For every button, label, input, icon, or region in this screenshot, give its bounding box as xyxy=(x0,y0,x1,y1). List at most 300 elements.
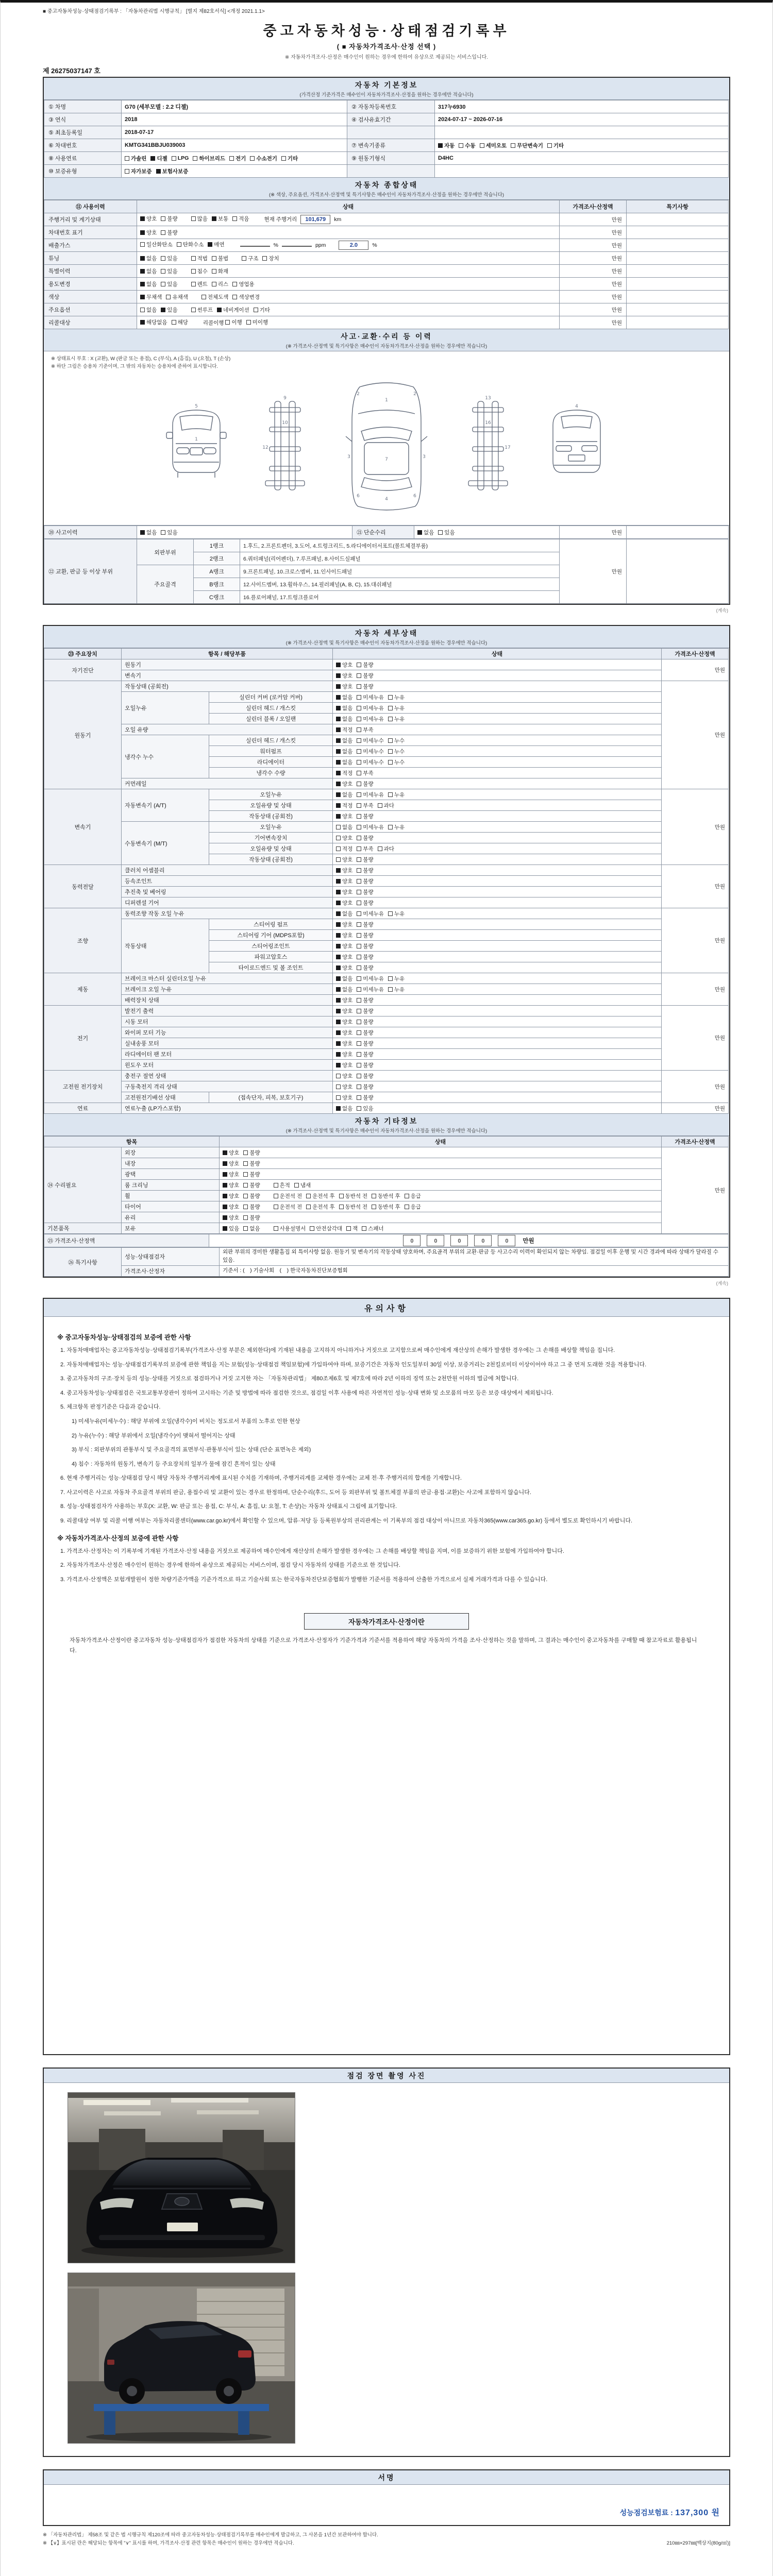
checkbox-icon xyxy=(357,933,361,938)
remark-cell xyxy=(627,526,729,539)
document-title: 중고자동차성능·상태점검기록부 xyxy=(263,23,510,39)
checkbox-option xyxy=(388,715,405,723)
state-cell xyxy=(137,526,352,539)
form-reference: ■ 중고자동차성능·상태점검기록부 : 「자동차관리법 시행규칙」 [별지 제82호서식] <개정 2021.1.1> xyxy=(43,9,265,14)
remark-cell xyxy=(627,239,729,252)
checkbox-label: 보험사보증 xyxy=(162,168,189,175)
checkbox-option xyxy=(161,215,177,223)
checkbox-icon xyxy=(161,216,165,221)
car-diagram-front xyxy=(165,394,227,497)
checkbox-option xyxy=(243,1149,260,1157)
state-cell xyxy=(333,1103,662,1114)
etc-item-label: 타이어 xyxy=(122,1201,220,1212)
field-value: D4HC xyxy=(435,152,729,165)
checkbox-label: 유채색 xyxy=(172,294,188,300)
usage-history-label: 색상 xyxy=(44,291,137,303)
field-value: G70 (세부모델 : 2.2 디젤) xyxy=(122,100,347,113)
table-row xyxy=(44,1180,729,1191)
price-cell: 만원 xyxy=(662,973,729,1006)
checkbox-label: 양호 xyxy=(342,1008,353,1014)
checkbox-icon xyxy=(156,169,161,174)
checkbox-option xyxy=(346,1225,358,1232)
checkbox-option xyxy=(357,715,384,723)
notice-item: 2. 자동차매매업자는 성능·상태점검기록부의 보증에 관한 책임을 지는 보험(성능·상태점검 책임보험)에 가입하여야 하며, 보증기간은 자동차 인도일부터 30일 이상, 보증거리는 2천킬로미터 이상이어야 하고 그 중 먼저 도래한 것을 적용합니다. xyxy=(60,1361,647,1368)
checkbox-icon xyxy=(357,760,361,765)
table-row xyxy=(44,1071,729,1081)
price-cell: 만원 xyxy=(560,252,627,265)
checkbox-icon xyxy=(388,738,393,743)
notice-item: 2. 자동차가격조사·산정은 매수인이 원하는 경우에 한하여 유상으로 제공되는 서비스이며, 점검 당시 자동차의 상태를 기준으로 한 것입니다. xyxy=(60,1562,400,1569)
panel-items: 12.사이드멤버, 13.휠하우스, 14.필러패널(A, B, C), 15.대쉬패널 xyxy=(240,578,560,591)
checkbox-icon xyxy=(336,879,341,884)
checkbox-label: 전기 xyxy=(236,155,246,162)
checkbox-label: 미세누유 xyxy=(363,824,384,831)
checkbox-option xyxy=(161,267,177,275)
checkbox-label: 불량 xyxy=(363,1083,374,1090)
notice-item: 4. 중고자동차성능·상태점검은 국토교통부장관이 정하여 고시하는 기준 및 방법에 따라 점검한 것으로, 점검일 이후 사용에 따른 자연적인 성능·상태 변화 및 소모품의 마모 등은 보증 대상에서 제외됩니다. xyxy=(60,1389,553,1396)
table-row xyxy=(44,897,729,908)
checkbox-label: 없음 xyxy=(424,529,434,536)
checkbox-label: 양호 xyxy=(342,900,353,906)
field-label: ⑧ 사용연료 xyxy=(44,152,122,165)
checkbox-icon xyxy=(336,825,341,829)
item-label: 동력조향 작동 오일 누유 xyxy=(122,908,333,919)
field-value-box: 2.0 xyxy=(339,241,368,250)
state-cell xyxy=(137,213,560,226)
checkbox-option xyxy=(172,155,189,161)
checkbox-label: 화재 xyxy=(217,268,229,275)
checkbox-label: 불량 xyxy=(363,997,374,1004)
checkbox-option xyxy=(212,280,228,288)
checkbox-icon xyxy=(212,282,216,286)
checkbox-icon xyxy=(336,1074,341,1078)
checkbox-icon xyxy=(246,320,251,325)
checkbox-option xyxy=(357,769,373,777)
subitem-label: 오일유량 및 상태 xyxy=(209,843,333,854)
column-header: 상태 xyxy=(137,200,560,213)
checkbox-icon xyxy=(388,987,393,992)
state-cell xyxy=(137,265,560,278)
checkbox-icon xyxy=(336,706,341,710)
checkbox-icon xyxy=(281,156,286,161)
checkbox-label: 불량 xyxy=(363,1051,374,1058)
checkbox-icon xyxy=(229,156,234,161)
checkbox-label: 해당없음 xyxy=(146,319,167,326)
checkbox-icon xyxy=(140,230,145,235)
checkbox-label: 장치 xyxy=(268,255,279,262)
overall-state-section-note: (※ 색상, 주요옵션, 가격조사·산정액 및 특기사항은 매수인이 자동차가격조사·산정을 원하는 경우에만 적습니다) xyxy=(268,192,505,198)
table-row xyxy=(44,724,729,735)
item-label: 실내송풍 모터 xyxy=(122,1038,333,1049)
checkbox-label: 많음 xyxy=(197,216,208,222)
table-row xyxy=(44,1147,729,1158)
signature-area xyxy=(44,2485,729,2525)
checkbox-icon xyxy=(140,282,145,286)
checkbox-option xyxy=(274,1192,303,1200)
table-row xyxy=(44,670,729,681)
checkbox-icon xyxy=(125,169,129,174)
table-row xyxy=(44,865,729,876)
checkbox-option xyxy=(262,255,279,262)
checkbox-option xyxy=(362,1225,383,1232)
checkbox-option xyxy=(172,318,188,326)
document-header xyxy=(43,20,730,60)
checkbox-label: 동반석 후 xyxy=(378,1204,400,1210)
checkbox-option xyxy=(125,167,152,175)
state-cell xyxy=(137,252,560,265)
checkbox-option xyxy=(357,1083,373,1091)
field-label xyxy=(347,165,435,178)
checkbox-option xyxy=(229,155,246,162)
device-group-label: 고전원 전기장치 xyxy=(44,1071,122,1103)
etc-item-label: 유리 xyxy=(122,1212,220,1223)
state-cell xyxy=(333,659,662,670)
checkbox-label: 있음 xyxy=(167,255,178,262)
item-label: 수동변속기 (M/T) xyxy=(122,822,209,865)
checkbox-label: 양호 xyxy=(342,878,353,885)
field-label: ③ 연식 xyxy=(44,113,122,126)
inline-text: % xyxy=(273,242,278,248)
checkbox-icon xyxy=(336,749,341,754)
checkbox-option xyxy=(357,856,373,863)
table-row xyxy=(44,200,729,213)
basic-info-section-note: (가격산정 기준가격은 매수인이 자동차가격조사·산정을 원하는 경우에만 적습니다) xyxy=(299,92,474,98)
device-group-label: 전기 xyxy=(44,1006,122,1071)
checkbox-label: 불량 xyxy=(167,229,178,236)
checkbox-option xyxy=(336,867,352,874)
checkbox-option xyxy=(378,802,394,809)
usage-history-label: 특별이력 xyxy=(44,265,137,278)
checkbox-icon xyxy=(243,1205,248,1209)
checkbox-label: 동반석 후 xyxy=(378,1193,400,1199)
notice-item: 3) 부식 : 외판부위의 관통부식 및 주요골격의 표면부식·관통부식이 있는 상태 (단순 표면녹은 제외) xyxy=(72,1447,311,1453)
table-row xyxy=(44,1081,729,1092)
checkbox-icon xyxy=(378,803,382,808)
accident-history-section-title: 사고·교환·수리 등 이력 xyxy=(341,332,432,341)
checkbox-option xyxy=(166,293,188,301)
state-cell xyxy=(220,1201,662,1212)
inline-text: 리콜이행 xyxy=(203,320,224,326)
remark-cell xyxy=(627,265,729,278)
table-row xyxy=(44,1027,729,1038)
document-number: 제 26275037147 호 xyxy=(43,67,100,75)
checkbox-label: 불량 xyxy=(363,813,374,820)
checkbox-option xyxy=(161,306,177,314)
subitem-label: 기어변속장치 xyxy=(209,833,333,843)
checkbox-label: 양호 xyxy=(342,683,353,690)
table-row xyxy=(44,291,729,303)
checkbox-label: 없음 xyxy=(342,716,353,722)
state-cell xyxy=(333,1060,662,1071)
checkbox-icon xyxy=(336,868,341,873)
photos-section-title: 점검 장면 촬영 사진 xyxy=(347,2071,426,2080)
checkbox-icon xyxy=(357,987,361,992)
table-row xyxy=(44,1060,729,1071)
checkbox-icon xyxy=(208,242,212,247)
checkbox-label: 불량 xyxy=(249,1214,260,1221)
checkbox-option xyxy=(357,693,384,701)
checkbox-label: 양호 xyxy=(342,964,353,971)
field-value-box xyxy=(282,246,312,247)
checkbox-option xyxy=(140,267,157,275)
etc-item-label: 휠 xyxy=(122,1191,220,1201)
checkbox-option xyxy=(357,942,373,950)
checkbox-icon xyxy=(357,911,361,916)
checkbox-icon xyxy=(357,1052,361,1057)
checkbox-icon xyxy=(306,1205,311,1209)
photos-section-bar xyxy=(44,2069,729,2083)
checkbox-option xyxy=(243,1181,260,1189)
checkbox-label: 양호 xyxy=(342,672,353,679)
item-label: 원동기 xyxy=(122,659,333,670)
checkbox-option xyxy=(336,812,352,820)
checkbox-option xyxy=(243,1203,260,1211)
checkbox-option xyxy=(388,823,405,831)
svg-text:2: 2 xyxy=(413,392,416,397)
checkbox-option xyxy=(357,1029,373,1037)
checkbox-label: 적법 xyxy=(197,255,208,262)
subitem-label: 타이로드엔드 및 볼 조인트 xyxy=(209,962,333,973)
checkbox-option xyxy=(357,986,384,993)
state-cell xyxy=(333,800,662,811)
checkbox-option xyxy=(339,1203,368,1211)
checkbox-icon xyxy=(378,846,382,851)
checkbox-option xyxy=(357,1105,373,1112)
inline-text: ppm xyxy=(315,242,326,248)
checkbox-label: LPG xyxy=(177,155,189,161)
checkbox-icon xyxy=(547,143,552,148)
checkbox-option xyxy=(223,1203,239,1211)
checkbox-label: 미세누수 xyxy=(363,737,384,744)
subitem-label: 스티어링 펌프 xyxy=(209,919,333,930)
checkbox-label: 기타 xyxy=(553,142,564,149)
section-notice xyxy=(43,1298,730,2055)
svg-text:4: 4 xyxy=(575,404,578,410)
checkbox-icon xyxy=(232,282,237,286)
svg-text:13: 13 xyxy=(485,396,491,401)
subitem-label: (접속단자, 피복, 보호기구) xyxy=(209,1092,333,1103)
checkbox-icon xyxy=(250,156,255,161)
subitem-label: 워터펌프 xyxy=(209,746,333,757)
checkbox-icon xyxy=(357,1074,361,1078)
checkbox-label: 누유 xyxy=(394,705,405,711)
checkbox-option xyxy=(336,802,352,809)
checkbox-icon xyxy=(357,825,361,829)
checkbox-label: 양호 xyxy=(146,229,157,236)
panel-items: 16.플로어패널, 17.트렁크플로어 xyxy=(240,591,560,604)
field-value xyxy=(435,126,729,139)
checkbox-label: 응급 xyxy=(410,1204,421,1210)
checkbox-icon xyxy=(357,1084,361,1089)
checkbox-icon xyxy=(336,911,341,916)
checkbox-option xyxy=(140,318,167,326)
checkbox-label: 없음 xyxy=(342,975,353,982)
table-row xyxy=(44,303,729,316)
price-cell: 만원 xyxy=(662,908,729,973)
price-survey-info-text: 자동차가격조사·산정이란 중고자동차 성능·상태점검자가 점검한 자동차의 상태를 기준으로 가격조사·산정자가 기준가격과 기준서를 적용하여 해당 자동차의 가격을 조사·산정하는 것을 말하며, 그 결과는 매수인이 중고자동차를 구매할 때 참고자료로 활용됩니다. xyxy=(70,1637,697,1654)
checkbox-icon xyxy=(336,890,341,894)
state-cell xyxy=(220,1191,662,1201)
table-row xyxy=(44,316,729,329)
checkbox-label: 침수 xyxy=(197,268,208,275)
section-overall-state xyxy=(44,178,729,329)
field-value: 317누6930 xyxy=(435,100,729,113)
checkbox-icon xyxy=(336,1009,341,1013)
table-row xyxy=(44,659,729,670)
checkbox-label: 없음 xyxy=(342,759,353,766)
checkbox-option xyxy=(336,758,352,766)
checkbox-icon xyxy=(243,1172,248,1177)
checkbox-icon xyxy=(191,282,196,286)
state-cell xyxy=(333,962,662,973)
checkbox-option xyxy=(336,748,352,755)
state-cell xyxy=(333,1081,662,1092)
detail-state-section-title: 자동차 세부상태 xyxy=(355,629,418,638)
svg-text:12: 12 xyxy=(262,445,268,451)
checkbox-option xyxy=(140,215,157,223)
checkbox-label: 기타 xyxy=(287,155,298,162)
subitem-label: 스티어링 기어 (MDPS포함) xyxy=(209,930,333,941)
checkbox-label: 양호 xyxy=(342,781,353,787)
table-row xyxy=(44,822,729,833)
checkbox-icon xyxy=(336,987,341,992)
checkbox-option xyxy=(336,823,352,831)
checkbox-option xyxy=(243,1192,260,1200)
device-group-label: 연료 xyxy=(44,1103,122,1114)
checkbox-option xyxy=(191,280,208,288)
svg-text:7: 7 xyxy=(385,457,388,463)
svg-text:5: 5 xyxy=(195,404,198,410)
item-label: 작동상태 (공회전) xyxy=(122,681,333,692)
checkbox-icon xyxy=(243,1150,248,1155)
checkbox-label: 없음 xyxy=(342,910,353,917)
diagram-legend-basis: ※ 하단 그림은 승용차 기준이며, 그 밖의 자동차는 승용차에 준하여 표시합니다. xyxy=(51,363,219,369)
checkbox-option xyxy=(336,899,352,907)
checkbox-option xyxy=(336,996,352,1004)
checkbox-icon xyxy=(223,1183,227,1188)
checkbox-option xyxy=(357,1007,373,1015)
checkbox-label: 양호 xyxy=(342,813,353,820)
checkbox-option xyxy=(306,1203,335,1211)
checkbox-label: 운전석 전 xyxy=(279,1204,303,1210)
checkbox-option xyxy=(357,780,373,788)
checkbox-label: 누유 xyxy=(394,791,405,798)
checkbox-icon xyxy=(357,1095,361,1100)
footer-line xyxy=(43,2539,730,2548)
checkbox-option xyxy=(357,953,373,961)
insurance-fee-label: 성능점검보험료 : xyxy=(619,2508,673,2517)
checkbox-option xyxy=(357,888,373,896)
diagram-legend xyxy=(51,355,722,370)
checkbox-option xyxy=(438,142,455,149)
table-row xyxy=(44,1016,729,1027)
table-row xyxy=(44,908,729,919)
checkbox-label: 양호 xyxy=(229,1171,240,1178)
table-row xyxy=(44,692,729,703)
state-cell xyxy=(333,919,662,930)
checkbox-option xyxy=(336,780,352,788)
state-cell xyxy=(333,681,662,692)
checkbox-icon xyxy=(336,1020,341,1024)
checkbox-option xyxy=(357,1072,373,1080)
checkbox-label: 적정 xyxy=(342,770,353,776)
checkbox-option xyxy=(243,1171,260,1178)
checkbox-option xyxy=(357,683,373,690)
checkbox-label: 불량 xyxy=(363,1040,374,1047)
checkbox-label: 불량 xyxy=(167,216,178,222)
checkbox-icon xyxy=(336,857,341,862)
checkbox-icon xyxy=(166,295,171,299)
final-price-label: ㉕ 가격조사·산정액 xyxy=(44,1234,209,1247)
checkbox-icon xyxy=(223,1161,227,1166)
checkbox-option xyxy=(208,241,224,248)
exchange-panel-table xyxy=(44,539,729,604)
checkbox-icon xyxy=(357,1030,361,1035)
checkbox-label: 네비게이션 xyxy=(223,307,249,313)
checkbox-icon xyxy=(254,308,258,312)
notice-item: 1. 가격조사·산정자는 이 기록부에 기재된 가격조사·산정 내용을 거짓으로 제공하여 매수인에게 재산상의 손해가 발생한 경우에는 그 손해를 배상할 책임을 지며, 이를 보증하기 위한 보험에 가입하여야 합니다. xyxy=(60,1548,564,1554)
table-row xyxy=(44,778,729,789)
price-cell: 만원 xyxy=(560,526,627,539)
checkbox-icon xyxy=(232,295,237,299)
price-cell: 만원 xyxy=(662,865,729,908)
checkbox-option xyxy=(243,1225,260,1232)
car-diagrams-row xyxy=(51,370,722,523)
state-cell xyxy=(137,226,560,239)
checkbox-label: 있음 xyxy=(444,529,455,536)
checkbox-option xyxy=(511,142,543,149)
checkbox-label: 양호 xyxy=(342,1062,353,1069)
checkbox-icon xyxy=(193,156,197,161)
field-value xyxy=(122,152,347,165)
checkbox-icon xyxy=(357,782,361,786)
checkbox-label: 양호 xyxy=(342,835,353,841)
checkbox-icon xyxy=(191,269,196,274)
checkbox-icon xyxy=(336,771,341,775)
checkbox-icon xyxy=(191,308,196,312)
panel-rank: B랭크 xyxy=(194,578,240,591)
checkbox-icon xyxy=(243,1183,248,1188)
checkbox-option xyxy=(212,255,228,262)
panel-rank: C랭크 xyxy=(194,591,240,604)
checkbox-option xyxy=(336,1040,352,1047)
checkbox-option xyxy=(336,683,352,690)
item-label: 오일 유량 xyxy=(122,724,333,735)
field-value: 2024-07-17 ~ 2026-07-16 xyxy=(435,113,729,126)
checkbox-icon xyxy=(388,760,393,765)
table-row xyxy=(44,1201,729,1212)
checkbox-option xyxy=(336,921,352,928)
checkbox-option xyxy=(336,1083,352,1091)
checkbox-icon xyxy=(339,1205,344,1209)
checkbox-label: 누유 xyxy=(394,975,405,982)
checkbox-option xyxy=(223,1181,239,1189)
checkbox-option xyxy=(161,280,177,288)
checkbox-option xyxy=(232,215,249,223)
remarks-author: 성능·상태점검자 xyxy=(122,1248,220,1266)
table-row xyxy=(44,152,729,165)
price-cell: 만원 xyxy=(560,226,627,239)
insurance-fee-value: 137,300 원 xyxy=(675,2508,720,2517)
checkbox-label: 양호 xyxy=(229,1160,240,1167)
amount-digit-box: 0 xyxy=(498,1235,515,1246)
checkbox-option xyxy=(357,791,384,799)
checkbox-label: 불량 xyxy=(363,867,374,874)
diagram-legend-symbols: ※ 상태표시 부호 : X (교환), W (판금 또는 용접), C (부식), A (흠집), U (요철), T (손상) xyxy=(51,356,231,362)
section-accident-tables xyxy=(44,526,729,604)
checkbox-icon xyxy=(223,1150,227,1155)
checkbox-label: 양호 xyxy=(342,1019,353,1025)
